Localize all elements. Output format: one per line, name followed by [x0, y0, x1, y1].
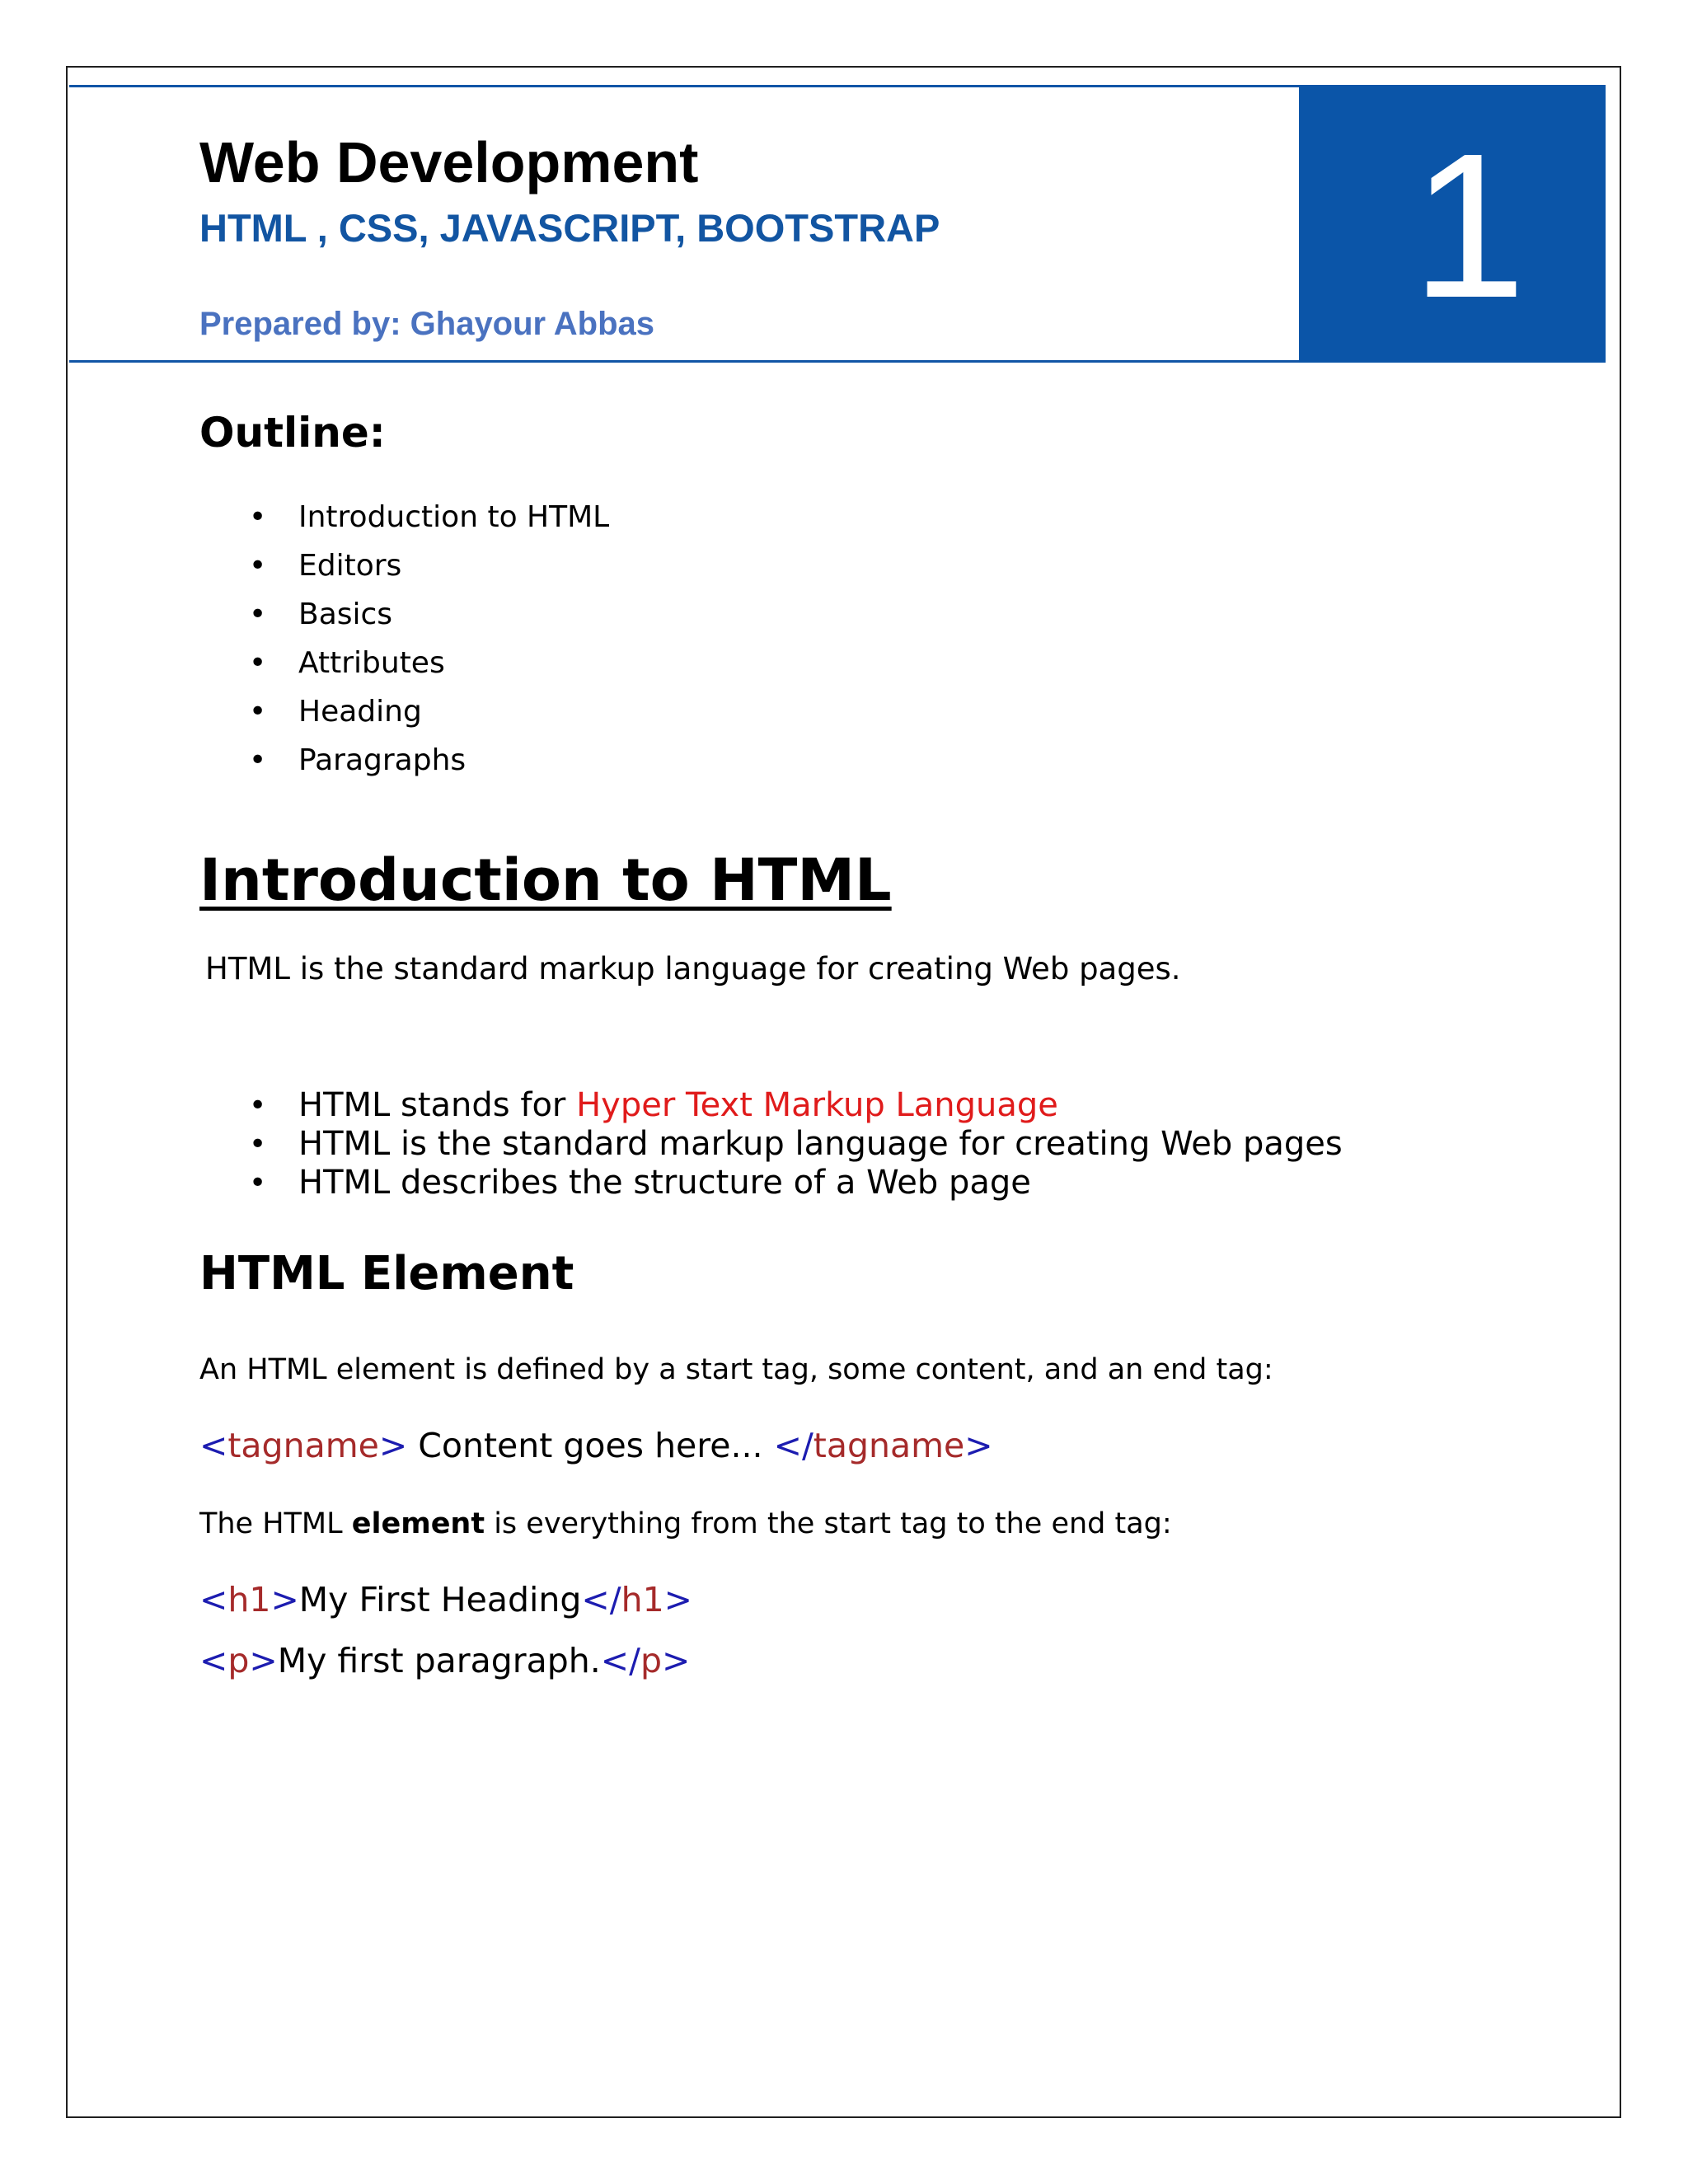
intro-heading: Introduction to HTML — [199, 846, 892, 914]
code-content: My First Heading — [298, 1580, 582, 1619]
bullet-icon: • — [249, 1166, 267, 1200]
fact-prefix: HTML stands for — [298, 1086, 577, 1124]
code-tag: p — [640, 1641, 662, 1680]
code-tag: p — [227, 1641, 250, 1680]
chapter-number-box — [1299, 85, 1606, 363]
element-description: An HTML element is defined by a start tag, some content, and an end tag: — [199, 1353, 1273, 1386]
outline-item-text: Basics — [298, 598, 393, 631]
code-bracket: > — [663, 1580, 693, 1619]
outline-item-text: Heading — [298, 695, 422, 729]
code-content: My first paragraph. — [277, 1641, 601, 1680]
bullet-icon: • — [249, 1089, 267, 1122]
fact-prefix: HTML is the standard markup language for creating Web pages — [298, 1125, 1343, 1163]
code-example-p — [199, 1641, 691, 1680]
intro-paragraph: HTML is the standard markup language for creating Web pages. — [205, 951, 1181, 987]
code-bracket: </ — [581, 1580, 621, 1619]
fact-prefix: HTML describes the structure of a Web page — [298, 1164, 1031, 1202]
code-bracket: < — [199, 1426, 228, 1465]
fact-text — [298, 1164, 1031, 1202]
document-author: Prepared by: Ghayour Abbas — [199, 306, 654, 342]
code-syntax-line — [199, 1426, 993, 1465]
code-bracket: > — [249, 1641, 278, 1680]
outline-item-text: Attributes — [298, 646, 445, 680]
code-bracket: </ — [600, 1641, 640, 1680]
document-subtitle: HTML , CSS, JAVASCRIPT, BOOTSTRAP — [199, 206, 940, 250]
code-tag: tagname — [813, 1426, 965, 1465]
outline-item-text: Paragraphs — [298, 743, 467, 777]
outline-item-text: Introduction to HTML — [298, 500, 610, 534]
bullet-icon: • — [249, 1127, 267, 1161]
fact-highlight: Hyper Text Markup Language — [576, 1086, 1058, 1124]
code-bracket: > — [378, 1426, 408, 1465]
code-content: Content goes here... — [407, 1426, 774, 1465]
code-bracket: > — [661, 1641, 691, 1680]
outline-heading: Outline: — [199, 409, 386, 457]
fact-text — [298, 1125, 1343, 1164]
element-heading: HTML Element — [199, 1247, 574, 1301]
code-bracket: > — [270, 1580, 299, 1619]
bullet-icon: • — [249, 598, 267, 631]
code-bracket: </ — [773, 1426, 814, 1465]
element-description-2 — [199, 1507, 1172, 1540]
code-tag: h1 — [227, 1580, 271, 1619]
code-bracket: < — [199, 1580, 228, 1619]
bullet-icon: • — [249, 549, 267, 583]
description2-bold: element — [351, 1507, 485, 1540]
code-bracket: < — [199, 1641, 228, 1680]
code-tag: tagname — [227, 1426, 379, 1465]
description2-suffix: is everything from the start tag to the end tag: — [485, 1507, 1172, 1540]
fact-text — [298, 1086, 1058, 1125]
document-title: Web Development — [199, 130, 699, 194]
bullet-icon: • — [249, 695, 267, 729]
code-example-h1 — [199, 1580, 693, 1619]
bullet-icon: • — [249, 743, 267, 777]
code-tag: h1 — [621, 1580, 664, 1619]
bullet-icon: • — [249, 646, 267, 680]
bullet-icon: • — [249, 500, 267, 534]
code-bracket: > — [964, 1426, 993, 1465]
chapter-number: 1 — [1411, 110, 1526, 340]
description2-prefix: The HTML — [199, 1507, 352, 1540]
outline-item-text: Editors — [298, 549, 402, 583]
